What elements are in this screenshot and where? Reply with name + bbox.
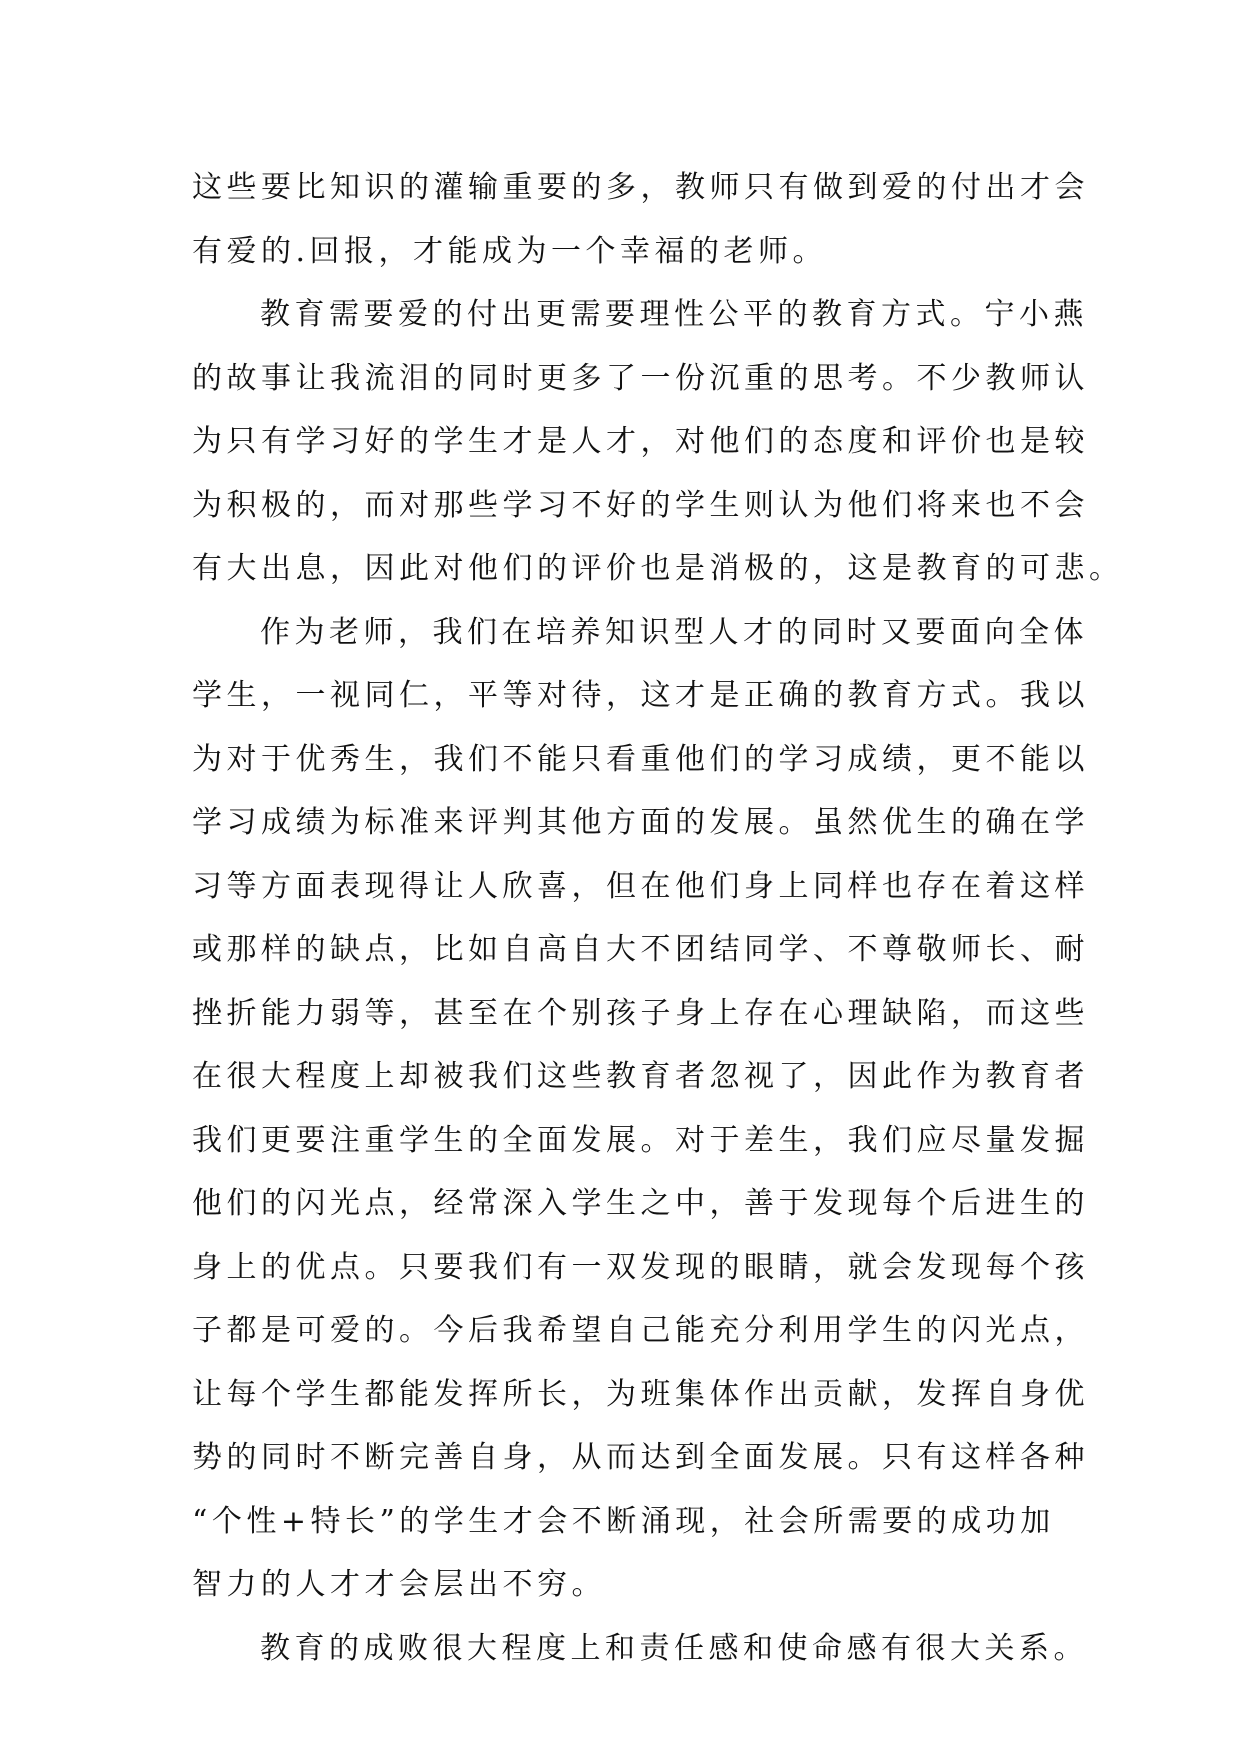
text-line: 在很大程度上却被我们这些教育者忽视了，因此作为教育者 [192,1059,1089,1094]
paragraph-start-line: 作为老师，我们在培养知识型人才的同时又要面向全体 [260,614,1088,650]
text-line: 学习成绩为标准来评判其他方面的发展。虽然优生的确在学 [192,805,1089,840]
text-line: 或那样的缺点，比如自高自大不团结同学、不尊敬师长、耐 [192,932,1089,967]
paragraph-start-line: 教育的成败很大程度上和责任感和使命感有很大关系。 [260,1630,1088,1666]
text-line: 我们更要注重学生的全面发展。对于差生，我们应尽量发掘 [192,1122,1089,1158]
text-line: 习等方面表现得让人欣喜，但在他们身上同样也存在着这样 [192,868,1089,904]
body-text [192,156,1124,1680]
text-line: 子都是可爱的。今后我希望自己能充分利用学生的闪光点， [192,1313,1089,1348]
text-line: 学生，一视同仁，平等对待，这才是正确的教育方式。我以 [192,678,1089,713]
text-line: 势的同时不断完善自身，从而达到全面发展。只有这样各种 [192,1440,1089,1475]
text-line: 为只有学习好的学生才是人才，对他们的态度和评价也是较 [192,424,1089,459]
text-line: 身上的优点。只要我们有一双发现的眼睛，就会发现每个孩 [192,1249,1089,1285]
paragraph-start-line: 教育需要爱的付出更需要理性公平的教育方式。宁小燕 [260,297,1088,332]
text-line: 的故事让我流泪的同时更多了一份沉重的思考。不少教师认 [192,360,1089,396]
text-line: 智力的人才才会层出不穷。 [192,1567,606,1602]
text-line: 有爱的.回报，才能成为一个幸福的老师。 [192,233,828,269]
text-line: 他们的闪光点，经常深入学生之中，善于发现每个后进生的 [192,1186,1089,1221]
text-line: 让每个学生都能发挥所长，为班集体作出贡献，发挥自身优 [192,1376,1089,1412]
text-line: 有大出息，因此对他们的评价也是消极的，这是教育的可悲。 [192,551,1124,586]
text-line: 挫折能力弱等，甚至在个别孩子身上存在心理缺陷，而这些 [192,995,1089,1031]
text-line: 为积极的，而对那些学习不好的学生则认为他们将来也不会 [192,487,1089,523]
text-line: 这些要比知识的灌输重要的多，教师只有做到爱的付出才会 [192,170,1089,205]
text-line: “个性+特长”的学生才会不断涌现，社会所需要的成功加 [192,1503,1055,1539]
text-line: 为对于优秀生，我们不能只看重他们的学习成绩，更不能以 [192,741,1089,777]
